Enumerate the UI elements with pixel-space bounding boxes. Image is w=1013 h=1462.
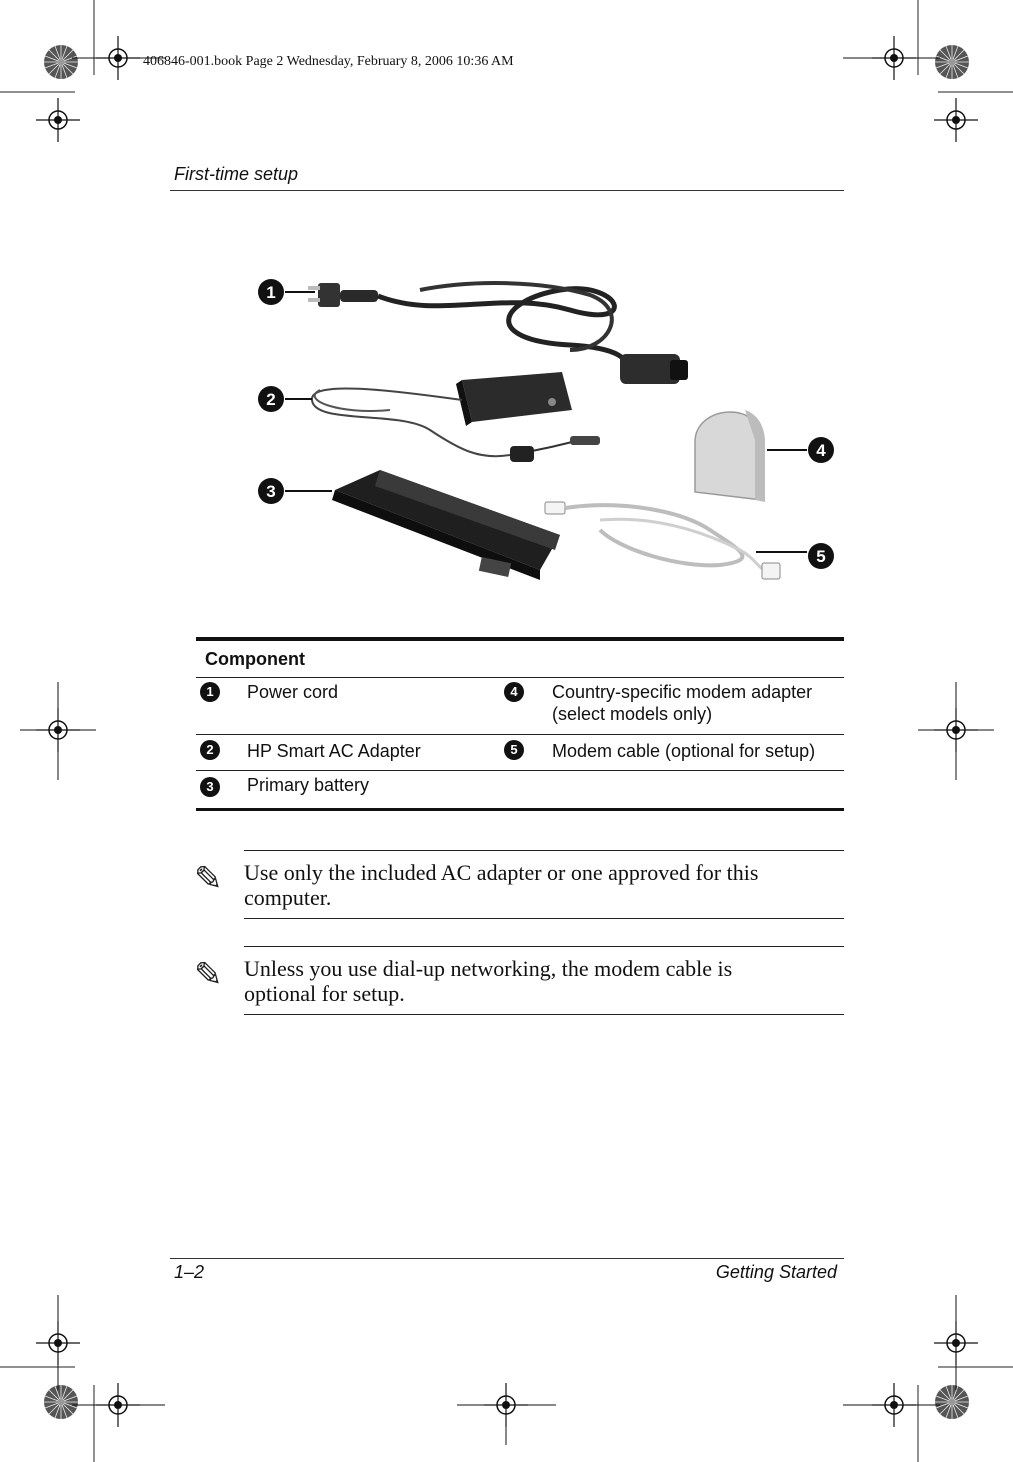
pencil-icon: ✎ — [194, 859, 223, 899]
note-text-line1: Unless you use dial-up networking, the modem cable is — [244, 956, 733, 981]
note-text-line2: computer. — [244, 885, 332, 910]
callout-label-5: 5 — [816, 547, 826, 566]
note-text-line1: Use only the included AC adapter or one approved for this — [244, 860, 759, 885]
table-row — [196, 678, 844, 734]
row-num-left: 2 — [200, 740, 220, 760]
row-num-right: 5 — [504, 740, 524, 760]
row-label-left: Power cord — [247, 682, 339, 702]
note-bottom-rule — [244, 1014, 844, 1015]
row-num-left: 3 — [200, 777, 220, 797]
power-cord-image — [308, 283, 688, 384]
page-number: 1–2 — [174, 1262, 205, 1282]
row-label-left: HP Smart AC Adapter — [247, 741, 421, 761]
table-bottom-rule — [196, 808, 844, 811]
row-num-right: 4 — [504, 682, 524, 702]
note-text-line2: optional for setup. — [244, 981, 405, 1006]
note-modem-cable — [194, 946, 844, 1016]
table-header: Component — [205, 649, 305, 669]
table-row — [196, 735, 844, 770]
row-label-right-line2: (select models only) — [552, 704, 713, 724]
battery-image — [332, 470, 560, 580]
callout-2 — [258, 386, 312, 412]
callout-4 — [767, 437, 834, 463]
component-table — [196, 637, 844, 811]
callout-label-3: 3 — [266, 482, 276, 501]
callout-1 — [258, 279, 315, 305]
note-ac-adapter — [194, 850, 844, 920]
row-label-right-line1: Modem cable (optional for setup) — [552, 741, 816, 761]
note-top-rule — [244, 850, 844, 851]
footer-rule — [170, 1258, 844, 1259]
pencil-icon: ✎ — [194, 955, 223, 995]
callout-3 — [258, 478, 332, 504]
row-label-right-line1: Country-specific modem adapter — [552, 682, 813, 702]
callout-label-1: 1 — [266, 283, 276, 302]
modem-adapter-image — [695, 410, 765, 502]
callout-label-4: 4 — [816, 441, 826, 460]
note-bottom-rule — [244, 918, 844, 919]
header-rule — [170, 190, 844, 191]
note-top-rule — [244, 946, 844, 947]
ac-adapter-image — [312, 372, 600, 462]
book-title: Getting Started — [715, 1262, 837, 1282]
components-illustration — [240, 250, 850, 610]
table-row — [196, 771, 844, 808]
row-label-left: Primary battery — [247, 775, 370, 795]
running-head: First-time setup — [174, 164, 299, 184]
modem-cable-image — [545, 502, 780, 579]
callout-label-2: 2 — [266, 390, 276, 409]
print-slug: 406846-001.book Page 2 Wednesday, February 8, 2006 10:36 AM — [143, 54, 514, 69]
row-num-left: 1 — [200, 682, 220, 702]
